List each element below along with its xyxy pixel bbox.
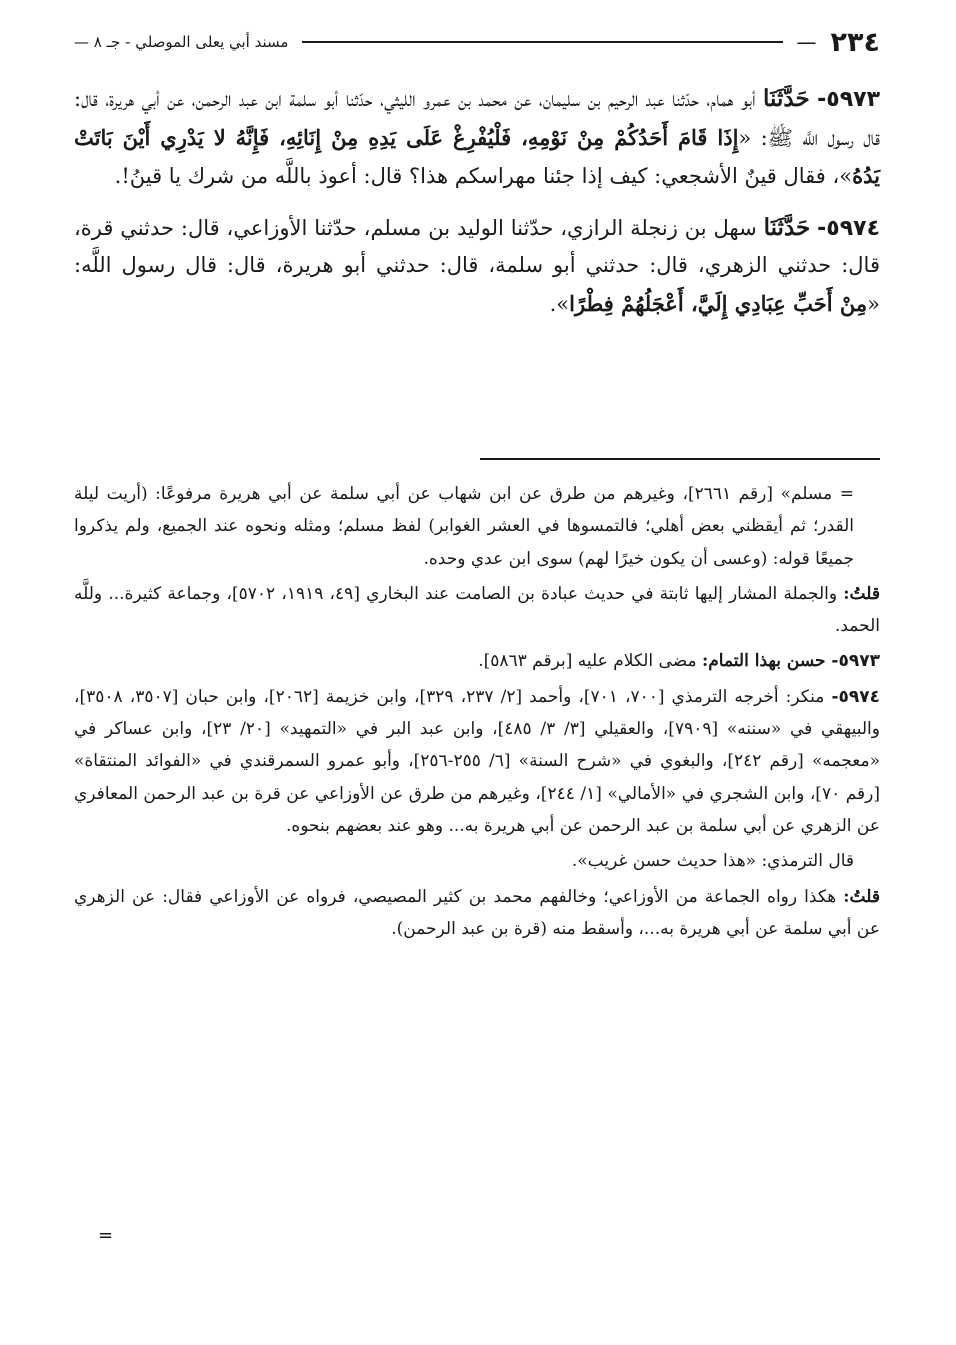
footnote-separator: [480, 458, 880, 460]
haddatha-word: حَدَّثَنَا: [763, 85, 810, 112]
continuation-marker: =: [839, 484, 854, 504]
footnote-5973: [74, 645, 880, 677]
footnote-text: مضى الكلام عليه [برقم ٥٨٦٣].: [478, 651, 702, 672]
hadith-5974: [74, 209, 880, 324]
hadith-5973: [74, 80, 880, 196]
footnote-5974: [74, 681, 880, 842]
footnote-ref-number: ٥٩٧٣-: [831, 651, 880, 672]
matn-text: إِذَا قَامَ أَحَدُكُمْ مِنْ نَوْمِهِ، فَلْيُفْرِغْ عَلَى يَدِهِ مِنْ إِنَائِهِ، فَإِنَّهُ لا يَدْرِي أَيْنَ بَاتَتْ يَدُهُ: [74, 124, 880, 188]
page-number: ٢٣٤: [830, 26, 880, 58]
footnotes: [74, 478, 880, 948]
isnad-text: سهل بن زنجلة الرازي، حدّثنا الوليد بن مسلم، حدّثنا الأوزاعي، قال: حدثني قرة، قال: حدثني الزهري، قال: حدثني أبو سلمة، قال: حدثني أبو هريرة، قال: قال رسول اللَّه: «: [74, 215, 880, 316]
hadith-number: ٥٩٧٤-: [817, 215, 880, 241]
header-rule: [302, 41, 782, 43]
qultu-text: والجملة المشار إليها ثابتة في حديث عبادة بن الصامت عند البخاري [٤٩، ١٩١٩، ٥٧٠٢]، وجماعة كثيرة... وللَّه الحمد.: [74, 583, 880, 637]
hadith-tail: ».: [549, 291, 570, 316]
tirmidhi-quote: قال الترمذي: «هذا حديث حسن غريب».: [571, 851, 854, 872]
qultu-text: هكذا رواه الجماعة من الأوزاعي؛ وخالفهم محمد بن كثير المصيصي، فرواه عن الأوزاعي فقال: عن الزهري عن أبي سلمة عن أبي هريرة به...، وأسقط منه (قرة بن عبد الرحمن).: [74, 886, 880, 939]
continued-marker: =: [98, 1225, 114, 1246]
hadith-tail: »، فقال قينٌ الأشجعي: كيف إذا جئنا مهراسكم هذا؟ قال: أعوذ باللَّه من شرك يا قينُ!.: [114, 164, 853, 188]
qultu-label: قلتُ:: [843, 583, 881, 604]
main-text: [74, 80, 880, 336]
footnote-ref-number: ٥٩٧٤-: [831, 686, 881, 707]
footnote-qultu-2: [74, 881, 880, 946]
hadith-grade: منكر:: [785, 686, 832, 707]
header-dash: —: [796, 30, 817, 54]
qultu-label: قلتُ:: [843, 886, 880, 907]
footnote-continuation: [74, 478, 880, 575]
haddatha-word: حَدَّثَنَا: [763, 213, 811, 241]
running-title: مسند أبي يعلى الموصلي - جـ ٨ —: [74, 33, 289, 51]
isnad-text: أبو همام، حدّثنا عبد الرحيم بن سليمان، عن محمد بن عمرو الليثي، حدّثنا أبو سلمة ابن عبد الرحمن، عن أبي هريرة، قال: قال رسول اللَّه ﷺ: «: [74, 87, 880, 150]
page-header: [74, 22, 880, 62]
hadith-grade: حسن بهذا التمام:: [701, 651, 832, 672]
matn-text: مِنْ أَحَبِّ عِبَادِي إِلَيَّ، أَعْجَلُهُمْ فِطْرًا: [569, 290, 868, 316]
footnote-text: أخرجه الترمذي [٧٠٠، ٧٠١]، وأحمد [٢/ ٢٣٧، ٣٢٩]، وابن خزيمة [٢٠٦٢]، وابن حبان [٣٥٠٧، ٣٥٠٨]، والبيهقي في «سننه» [٧٩٠٩]، والعقيلي [٣/ ٣/ ٤٨٥]، وابن عبد البر في «التمهيد» [٢٠/ ٢٣]، وابن عساكر في «معجمه» [رقم ٢٤٢]، والبغوي في «شرح السنة» [٦/ ٢٥٥-٢٥٦]، وأبو عمرو السمرقندي في «الفوائد المنتقاة» [رقم ٧٠]، وابن الشجري في «الأمالي» [١/ ٢٤٤]، وغيرهم من طرق عن الأوزاعي عن قرة بن عبد الرحمن المعافري عن الزهري عن أبي سلمة بن عبد الرحمن عن أبي هريرة به... وهو عند بعضهم بنحوه.: [74, 686, 880, 836]
hadith-number: ٥٩٧٣-: [817, 87, 880, 112]
footnote-qultu-1: [74, 578, 880, 643]
continuation-text: مسلم» [رقم ٢٦٦١]، وغيرهم من طرق عن ابن شهاب عن أبي سلمة عن أبي هريرة مرفوعًا: (أريت ليلة القدر؛ ثم أيقظني بعض أهلي؛ فالتمسوها في العشر الغوابر) لفظ مسلم؛ ومثله ونحوه عند الجميع، ولم يذكروا جميعًا قوله: (وعسى أن يكون خيرًا لهم) سوى ابن عدي وحده.: [74, 484, 854, 569]
